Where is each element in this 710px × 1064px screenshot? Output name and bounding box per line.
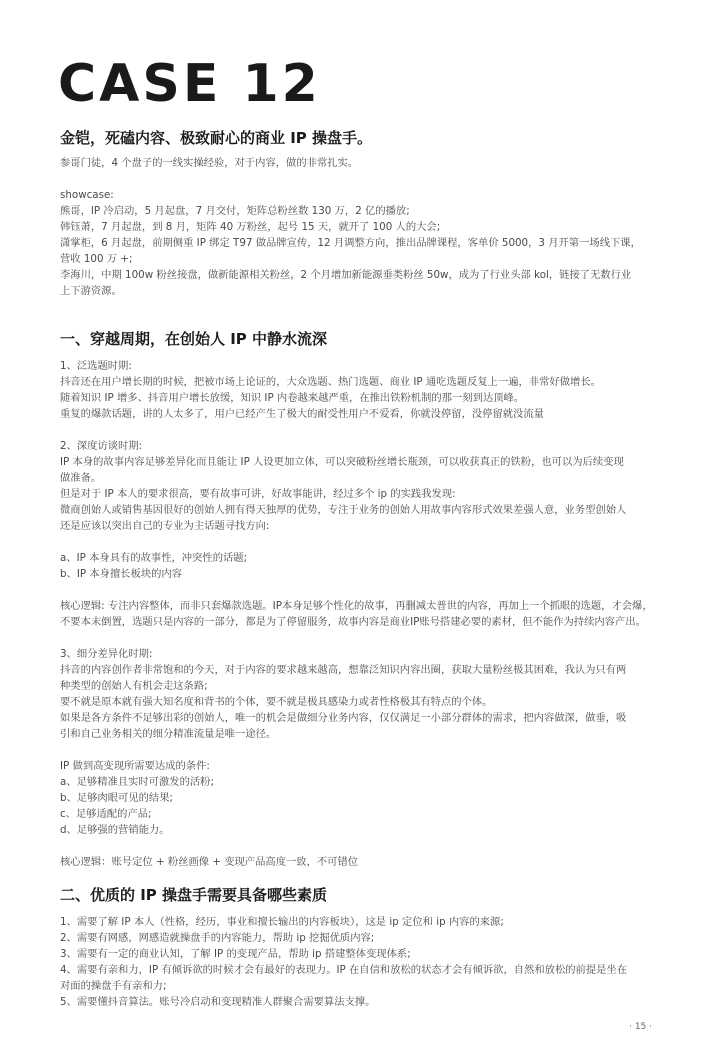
paragraph-line: 核心逻辑: 专注内容整体，而非只套爆款选题。IP本身足够个性化的故事，再删减太普世的内容，再加上一个抓眼的选题，才会爆， <box>60 600 653 612</box>
paragraph-line: 做准备。 <box>60 472 102 484</box>
paragraph-line: 不要本末倒置，选题只是内容的一部分，都是为了停留服务，故事内容是商业IP账号搭建必要的素材，但不能作为持续内容产出。 <box>60 616 646 628</box>
showcase-line: 熊哥，IP 冷启动，5 月起盘，7 月交付，矩阵总粉丝数 130 万，2 亿的播放; <box>60 205 410 217</box>
paragraph-line: IP 本身的故事内容足够差异化而且能让 IP 人设更加立体，可以突破粉丝增长瓶颈，可以收获真正的铁粉，也可以为后续变现 <box>60 456 624 468</box>
list-line: 1、需要了解 IP 本人（性格，经历，事业和擅长输出的内容板块），这是 ip 定位和 ip 内容的来源; <box>60 916 504 928</box>
paragraph-line: 如果是各方条件不足够出彩的创始人，唯一的机会是做细分业务内容，仅仅满足一小部分群体的需求，把内容做深，做垂，吸 <box>60 712 627 724</box>
list-line: 对面的操盘手有亲和力; <box>60 980 167 992</box>
case-subtitle: 金铠，死磕内容、极致耐心的商业 IP 操盘手。 <box>60 129 373 147</box>
section1-body <box>60 358 655 870</box>
case-title: CASE 12 <box>58 54 321 114</box>
paragraph-line: 抖音的内容创作者非常饱和的今天，对于内容的要求越来越高，想靠泛知识内容出圈，获取大量粉丝极其困难，我认为只有两 <box>60 664 627 676</box>
paragraph-line: 种类型的创始人有机会走这条路; <box>60 680 208 692</box>
paragraph-line: b、足够肉眼可见的结果; <box>60 792 173 804</box>
paragraph-line: 重复的爆款话题，讲的人太多了，用户已经产生了极大的耐受性用户不爱看，你就没停留，没停留就没流量 <box>60 408 544 420</box>
paragraph-line: 1、泛选题时期: <box>60 360 132 372</box>
section2-body <box>60 914 655 1010</box>
intro-block <box>60 155 655 299</box>
list-line: 2、需要有网感，网感造就操盘手的内容能力，帮助 ip 挖掘优质内容; <box>60 932 375 944</box>
showcase-label: showcase: <box>60 189 114 201</box>
paragraph-line: d、足够强的营销能力。 <box>60 824 170 836</box>
paragraph-line: 引和自己业务相关的细分精准流量是唯一途径。 <box>60 728 277 740</box>
paragraph-line: IP 做到高变现所需要达成的条件: <box>60 760 210 772</box>
intro-line: 参哥门徒，4 个盘子的一线实操经验，对于内容，做的非常扎实。 <box>60 157 359 169</box>
paragraph-line: b、IP 本身擅长板块的内容 <box>60 568 183 580</box>
paragraph-line: 2、深度访谈时期: <box>60 440 143 452</box>
paragraph-line: 还是应该以突出自己的专业为主话题寻找方向: <box>60 520 270 532</box>
paragraph-line: 但是对于 IP 本人的要求很高，要有故事可讲，好故事能讲，经过多个 ip 的实践我发现: <box>60 488 456 500</box>
showcase-line: 上下游资源。 <box>60 285 122 297</box>
paragraph-line: 随着知识 IP 增多、抖音用户增长放缓，知识 IP 内卷越来越严重，在推出铁粉机制的那一刻到达顶峰。 <box>60 392 525 404</box>
section2-heading: 二、优质的 IP 操盘手需要具备哪些素质 <box>60 886 328 904</box>
showcase-line: 李海川，中期 100w 粉丝接盘，做新能源相关粉丝，2 个月增加新能源垂类粉丝 50w，成为了行业头部 kol，链接了无数行业 <box>60 269 632 281</box>
showcase-line: 潇掌柜，6 月起盘，前期侧重 IP 绑定 T97 做品牌宣传，12 月调整方向，推出品牌课程，客单价 5000，3 月开第一场线下课， <box>60 237 641 249</box>
paragraph-line: 3、细分差异化时期: <box>60 648 153 660</box>
paragraph-line: a、足够精准且实时可激发的活粉; <box>60 776 214 788</box>
list-line: 4、需要有亲和力，IP 有倾诉欲的时候才会有最好的表现力。IP 在自信和放松的状态才会有倾诉欲，自然和放松的前提是坐在 <box>60 964 628 976</box>
paragraph-line: 抖音还在用户增长期的时候，把被市场上论证的，大众选题、热门选题、商业 IP 通吃选题反复上一遍，非常好做增长。 <box>60 376 601 388</box>
list-line: 5、需要懂抖音算法。账号冷启动和变现精准人群聚合需要算法支撑。 <box>60 996 376 1008</box>
paragraph-line: 核心逻辑：账号定位 + 粉丝画像 + 变现产品高度一致，不可错位 <box>60 856 359 868</box>
section1-heading: 一、穿越周期，在创始人 IP 中静水流深 <box>60 330 328 348</box>
paragraph-line: a、IP 本身具有的故事性，冲突性的话题; <box>60 552 248 564</box>
page-number: · 15 · <box>629 1022 652 1032</box>
showcase-line: 韩钰萧，7 月起盘，到 8 月，矩阵 40 万粉丝，起号 15 天，就开了 100 人的大会; <box>60 221 441 233</box>
paragraph-line: 要不就是原本就有强大知名度和背书的个体，要不就是极具感染力或者性格极其有特点的个体。 <box>60 696 493 708</box>
paragraph-line: 微商创始人或销售基因很好的创始人拥有得天独厚的优势，专注于业务的创始人用故事内容形式效果差强人意，业务型创始人 <box>60 504 627 516</box>
showcase-line: 营收 100 万 +; <box>60 253 133 265</box>
paragraph-line: c、足够适配的产品; <box>60 808 152 820</box>
list-line: 3、需要有一定的商业认知，了解 IP 的变现产品，帮助 ip 搭建整体变现体系; <box>60 948 411 960</box>
